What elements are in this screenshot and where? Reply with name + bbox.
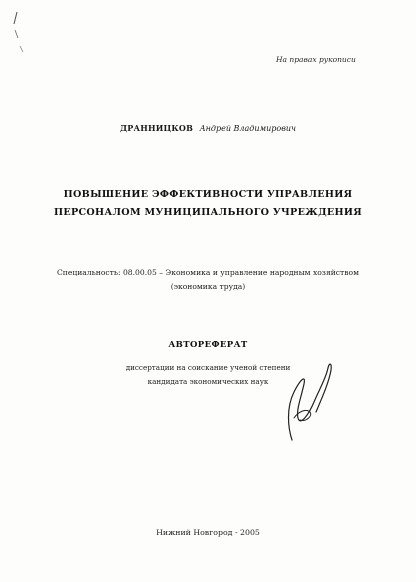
abstract-subtitle-line-1: диссертации на соискание ученой степени [125,363,291,372]
specialty-line-2: (экономика труда) [170,282,246,291]
title-line-1: ПОВЫШЕНИЕ ЭФФЕКТИВНОСТИ УПРАВЛЕНИЯ [63,189,353,200]
city-year: Нижний Новгород - 2005 [156,528,260,537]
author-signature [270,358,340,444]
rights-notice: На правах рукописи [276,55,356,64]
specialty-line-1: Специальность: 08.00.05 – Экономика и управление народным хозяйством [56,268,360,277]
dissertation-title [0,186,416,222]
title-line-2: ПЕРСОНАЛОМ МУНИЦИПАЛЬНОГО УЧРЕЖДЕНИЯ [53,207,363,218]
specialty-block [0,266,416,294]
author-line [0,123,416,133]
abstract-heading: АВТОРЕФЕРАТ [168,340,248,350]
abstract-subtitle-line-2: кандидата экономических наук [147,377,269,386]
scan-margin-mark-icon [6,8,28,56]
abstract-subtitle [0,361,416,389]
author-given-names: Андрей Владимирович [199,124,297,133]
author-surname: ДРАННИЦКОВ [119,123,194,133]
